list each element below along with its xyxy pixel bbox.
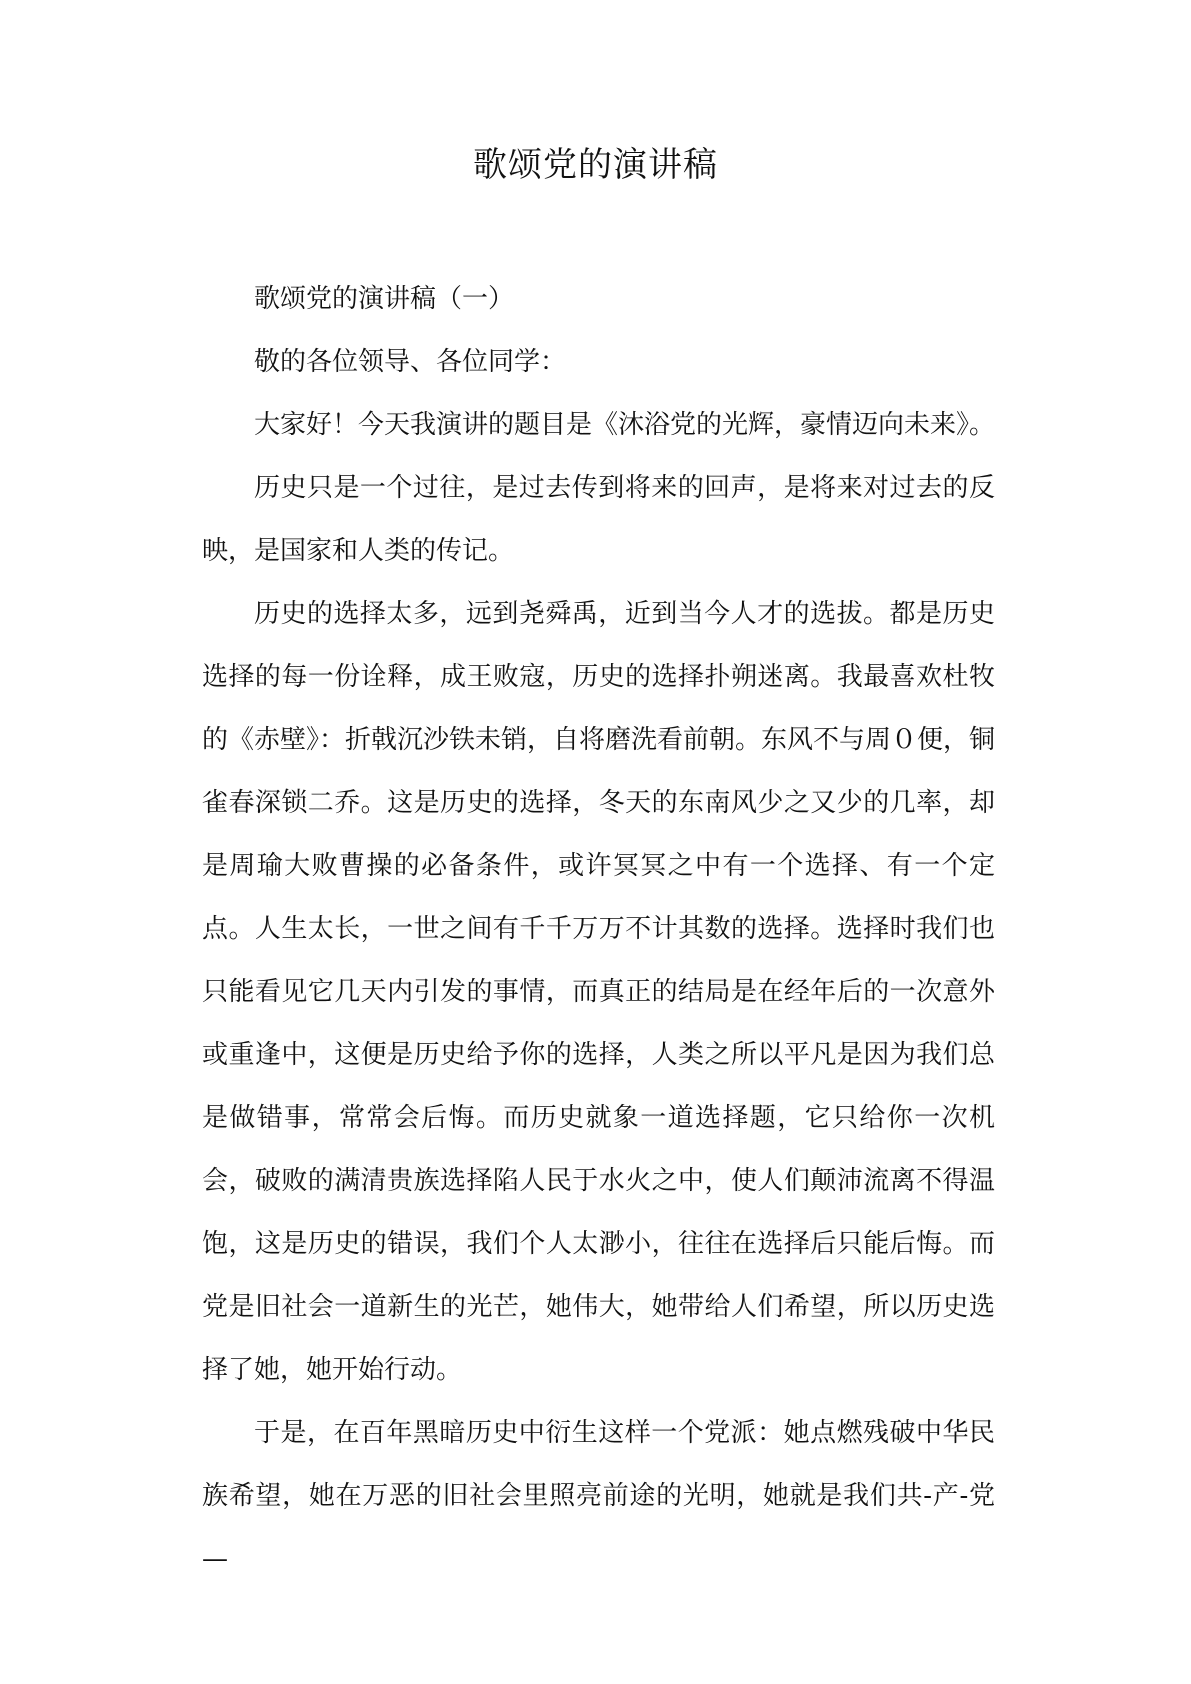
paragraph-history-intro: 历史只是一个过往，是过去传到将来的回声，是将来对过去的反映，是国家和人类的传记。: [202, 473, 995, 566]
paragraph-party-origin: 于是，在百年黑暗历史中衍生这样一个党派：她点燃残破中华民族希望，她在万恶的旧社会里照亮前途的光明，她就是我们共-产-党—: [202, 1418, 995, 1574]
paragraph-greeting: 大家好！今天我演讲的题目是《沐浴党的光辉，豪情迈向未来》。: [254, 410, 996, 440]
paragraph-subtitle: 歌颂党的演讲稿（一）: [254, 284, 515, 314]
paragraph-history-choice: 历史的选择太多，远到尧舜禹，近到当今人才的选拔。都是历史选择的每一份诠释，成王败寇，历史的选择扑朔迷离。我最喜欢杜牧的《赤壁》：折戟沉沙铁未销，自将磨洗看前朝。东风不与周０便，铜雀春深锁二乔。这是历史的选择，冬天的东南风少之又少的几率，却是周瑜大败曹操的必备条件，或许冥冥之中有一个选择、有一个定点。人生太长，一世之间有千千万万不计其数的选择。选择时我们也只能看见它几天内引发的事情，而真正的结局是在经年后的一次意外或重逢中，这便是历史给予你的选择，人类之所以平凡是因为我们总是做错事，常常会后悔。而历史就象一道选择题，它只给你一次机会，破败的满清贵族选择陷人民于水火之中，使人们颠沛流离不得温饱，这是历史的错误，我们个人太渺小，往往在选择后只能后悔。而党是旧社会一道新生的光芒，她伟大，她带给人们希望，所以历史选择了她，她开始行动。: [202, 599, 996, 1385]
paragraph-salutation: 敬的各位领导、各位同学：: [254, 347, 567, 377]
document-body: [202, 268, 995, 1591]
document-title: 歌颂党的演讲稿: [473, 145, 718, 185]
